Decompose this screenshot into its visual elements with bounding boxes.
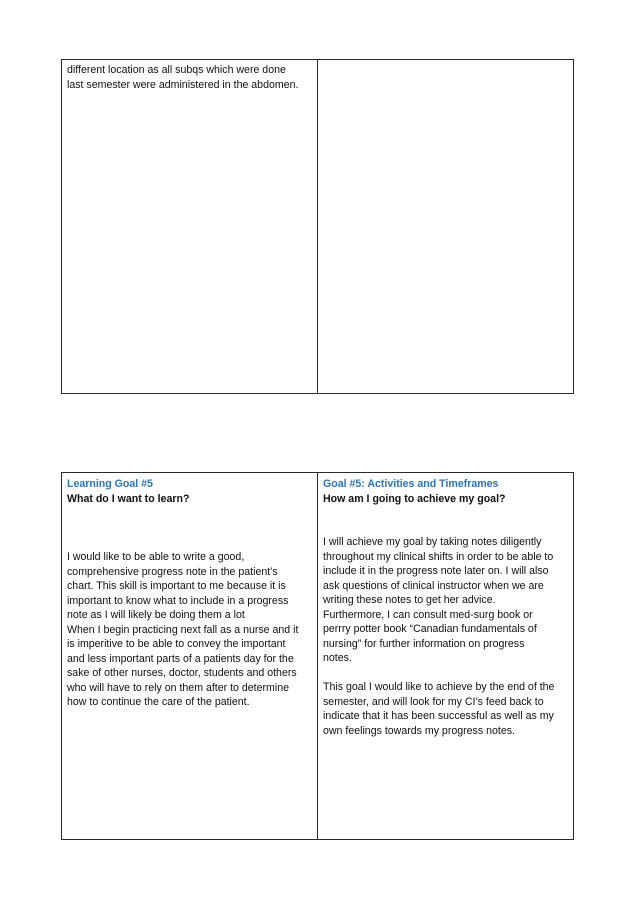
spacer [67,506,313,550]
activities-paragraph: Furthermore, I can consult med-surg book or perrry potter book “Canadian fundamentals of nursing” for further information on progress notes. [323,608,537,664]
learning-goal-paragraph: I would like to be able to write a good, comprehensive progress note in the patient’s chart. This skill is important to me because it is important to know what to include in a progress note as I will likely be doing them a lot [67,551,289,621]
learning-goal-cell [62,473,318,839]
activities-paragraph: This goal I would like to achieve by the end of the semester, and will look for my CI’s feed back to indicate that it has been successful as well as my own feelings towards my progress notes. [323,681,555,737]
continued-text: different location as all subqs which were done last semester were administered in the abdomen. [67,64,299,91]
top-right-cell [318,60,573,393]
activities-cell [318,473,573,839]
learning-goal-paragraph: When I begin practicing next fall as a nurse and it is imperitive to be able to convey the important and less important parts of a patients day for the sake of other nurses, doctor, students and others who will have to rely on them after to determine how to continue the care of the patient. [67,623,299,708]
learning-goal-question: What do I want to learn? [67,492,190,505]
activities-title: Goal #5: Activities and Timeframes [323,478,499,490]
learning-goal-title: Learning Goal #5 [67,478,153,490]
top-table [61,59,574,394]
top-left-cell [62,60,318,393]
activities-paragraph: I will achieve my goal by taking notes diligently throughout my clinical shifts in order to be able to include it in the progress note later on. I will also ask questions of clinical instructor when we are writing these notes to get her advice. [323,536,554,606]
spacer [323,506,569,535]
spacer [323,666,569,681]
goal-5-table [61,472,574,840]
activities-question: How am I going to achieve my goal? [323,492,506,505]
